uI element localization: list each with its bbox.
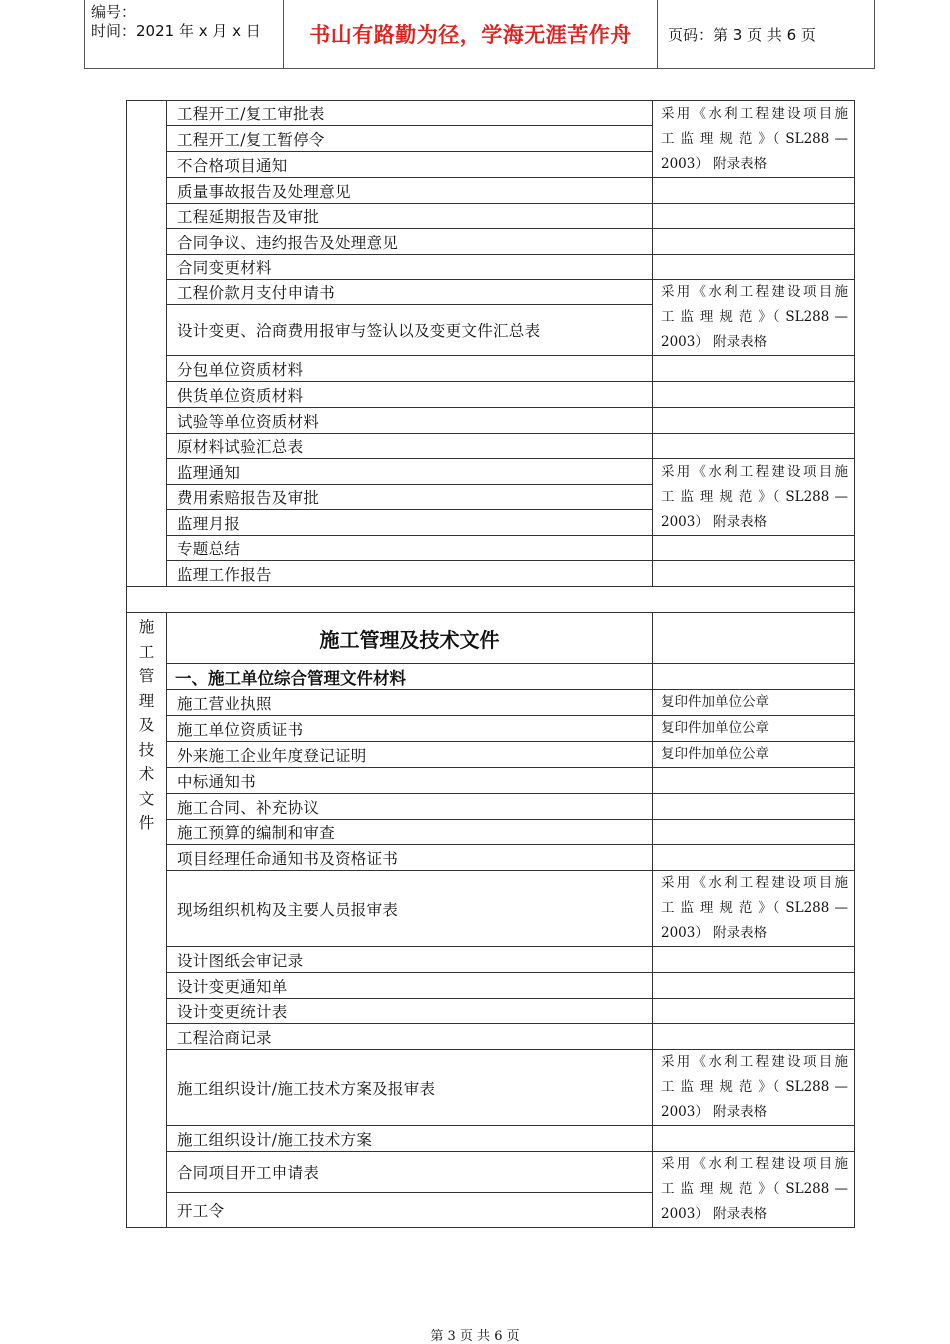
table-row xyxy=(127,973,855,999)
note-cell xyxy=(653,459,855,536)
document-table xyxy=(126,100,855,1228)
item-cell: 施工单位资质证书 xyxy=(167,716,653,742)
item-cell: 工程延期报告及审批 xyxy=(167,204,653,229)
copy-note: 复印件加单位公章 xyxy=(653,690,855,716)
item-cell: 外来施工企业年度登记证明 xyxy=(167,742,653,768)
note-cell xyxy=(653,973,855,999)
item-cell: 监理通知 xyxy=(167,459,653,485)
ref-line: 2003） 附录表格 xyxy=(661,334,768,350)
category-vertical-label xyxy=(127,615,166,836)
item-cell: 施工合同、补充协议 xyxy=(167,794,653,820)
item-cell: 不合格项目通知 xyxy=(167,152,653,178)
table-row xyxy=(127,820,855,845)
item-cell: 设计变更通知单 xyxy=(167,973,653,999)
item-cell: 开工令 xyxy=(167,1192,653,1227)
table-row xyxy=(127,280,855,305)
item-cell: 供货单位资质材料 xyxy=(167,382,653,408)
item-cell: 费用索赔报告及审批 xyxy=(167,485,653,510)
category-cell xyxy=(127,613,167,1228)
note-cell xyxy=(653,999,855,1024)
table-row xyxy=(127,999,855,1024)
copy-note: 复印件加单位公章 xyxy=(653,716,855,742)
spacer-row xyxy=(127,587,855,613)
number-label: 编号： xyxy=(91,3,137,21)
item-cell: 工程开工/复工审批表 xyxy=(167,101,653,126)
item-cell: 监理月报 xyxy=(167,510,653,536)
table-row xyxy=(127,690,855,716)
category-char: 术 xyxy=(138,765,155,783)
item-cell: 施工组织设计/施工技术方案及报审表 xyxy=(167,1050,653,1126)
table-row xyxy=(127,768,855,794)
note-cell xyxy=(653,820,855,845)
table-row xyxy=(127,1050,855,1126)
table-row xyxy=(127,536,855,561)
table-row xyxy=(127,1024,855,1050)
table-row xyxy=(127,382,855,408)
table-row xyxy=(127,204,855,229)
category-char: 文 xyxy=(138,789,155,808)
ref-line: 工 监 理 规 范 》（ SL288 — xyxy=(661,130,848,147)
item-cell: 设计变更、洽商费用报审与签认以及变更文件汇总表 xyxy=(167,305,653,356)
header-page-info: 页码：第 3 页 共 6 页 xyxy=(658,0,875,68)
table-row xyxy=(127,742,855,768)
category-cell-blank xyxy=(127,101,167,587)
item-cell: 工程洽商记录 xyxy=(167,1024,653,1050)
category-char: 理 xyxy=(138,691,155,710)
category-char: 技 xyxy=(138,740,155,759)
table-row xyxy=(127,459,855,485)
category-char: 及 xyxy=(138,716,155,734)
time-label: 时间：2021 年 x 月 x 日 xyxy=(91,22,261,40)
note-cell xyxy=(653,1050,855,1126)
item-cell: 设计变更统计表 xyxy=(167,999,653,1024)
item-cell: 合同项目开工申请表 xyxy=(167,1152,653,1193)
item-cell: 原材料试验汇总表 xyxy=(167,434,653,459)
table-row xyxy=(127,871,855,947)
item-cell: 工程价款月支付申请书 xyxy=(167,280,653,305)
ref-line: 采用《水利工程建设项目施 xyxy=(661,1054,848,1070)
section-title-row xyxy=(127,613,855,664)
page-header xyxy=(84,0,875,69)
category-char: 施 xyxy=(138,618,155,636)
note-cell xyxy=(653,434,855,459)
category-char: 工 xyxy=(138,642,155,661)
ref-line: 采用《水利工程建设项目施 xyxy=(661,463,848,480)
table-row xyxy=(127,408,855,434)
note-cell xyxy=(653,1024,855,1050)
ref-line: 2003） 附录表格 xyxy=(661,1206,768,1222)
table-row xyxy=(127,1152,855,1193)
ref-line: 2003） 附录表格 xyxy=(661,925,768,941)
ref-line: 2003） 附录表格 xyxy=(661,1104,768,1120)
item-cell: 中标通知书 xyxy=(167,768,653,794)
table-row xyxy=(127,716,855,742)
note-cell xyxy=(653,947,855,973)
category-char: 件 xyxy=(138,814,155,832)
item-cell: 施工组织设计/施工技术方案 xyxy=(167,1126,653,1152)
note-cell xyxy=(653,664,855,690)
note-cell xyxy=(653,229,855,255)
ref-line: 工 监 理 规 范 》（ SL288 — xyxy=(661,309,848,325)
table-row xyxy=(127,1126,855,1152)
note-cell xyxy=(653,280,855,356)
ref-line: 工 监 理 规 范 》（ SL288 — xyxy=(661,1079,848,1095)
table-row xyxy=(127,561,855,587)
item-cell: 质量事故报告及处理意见 xyxy=(167,178,653,204)
note-cell xyxy=(653,255,855,280)
ref-line: 工 监 理 规 范 》（ SL288 — xyxy=(661,1181,848,1197)
item-cell: 分包单位资质材料 xyxy=(167,356,653,382)
note-cell xyxy=(653,794,855,820)
ref-line: 2003） 附录表格 xyxy=(661,513,768,530)
item-cell: 施工营业执照 xyxy=(167,690,653,716)
ref-line: 采用《水利工程建设项目施 xyxy=(661,875,848,891)
item-cell: 设计图纸会审记录 xyxy=(167,947,653,973)
note-cell xyxy=(653,1152,855,1228)
section-title: 施工管理及技术文件 xyxy=(167,613,653,664)
item-cell: 现场组织机构及主要人员报审表 xyxy=(167,871,653,947)
table-row xyxy=(127,947,855,973)
table-row xyxy=(127,845,855,871)
category-char: 管 xyxy=(138,667,155,685)
note-cell xyxy=(653,408,855,434)
note-cell xyxy=(653,178,855,204)
item-cell: 项目经理任命通知书及资格证书 xyxy=(167,845,653,871)
ref-line: 2003） 附录表格 xyxy=(661,155,768,172)
note-cell xyxy=(653,356,855,382)
sub-title-row xyxy=(127,664,855,690)
item-cell: 监理工作报告 xyxy=(167,561,653,587)
note-cell xyxy=(653,845,855,871)
ref-line: 采用《水利工程建设项目施 xyxy=(661,1156,848,1172)
item-cell: 试验等单位资质材料 xyxy=(167,408,653,434)
note-cell xyxy=(653,536,855,561)
item-cell: 专题总结 xyxy=(167,536,653,561)
note-cell xyxy=(653,101,855,178)
header-motto: 书山有路勤为径，学海无涯苦作舟 xyxy=(284,0,658,68)
note-cell xyxy=(653,871,855,947)
table-row xyxy=(127,229,855,255)
ref-line: 采用《水利工程建设项目施 xyxy=(661,105,848,122)
ref-line: 工 监 理 规 范 》（ SL288 — xyxy=(661,488,848,505)
note-cell xyxy=(653,561,855,587)
table-row xyxy=(127,356,855,382)
sub-title: 一、施工单位综合管理文件材料 xyxy=(167,664,653,690)
table-row xyxy=(127,794,855,820)
item-cell: 施工预算的编制和审查 xyxy=(167,820,653,845)
copy-note: 复印件加单位公章 xyxy=(653,742,855,768)
table-row xyxy=(127,255,855,280)
table-row xyxy=(127,178,855,204)
note-cell xyxy=(653,204,855,229)
note-cell xyxy=(653,613,855,664)
page-footer: 第 3 页 共 6 页 xyxy=(430,1329,520,1344)
header-meta xyxy=(84,0,284,68)
item-cell: 工程开工/复工暂停令 xyxy=(167,126,653,152)
note-cell xyxy=(653,382,855,408)
table-row xyxy=(127,434,855,459)
spacer-cell xyxy=(127,587,855,613)
item-cell: 合同变更材料 xyxy=(167,255,653,280)
table-row xyxy=(127,101,855,126)
note-cell xyxy=(653,768,855,794)
ref-line: 工 监 理 规 范 》（ SL288 — xyxy=(661,900,848,916)
ref-line: 采用《水利工程建设项目施 xyxy=(661,284,848,300)
note-cell xyxy=(653,1126,855,1152)
item-cell: 合同争议、违约报告及处理意见 xyxy=(167,229,653,255)
